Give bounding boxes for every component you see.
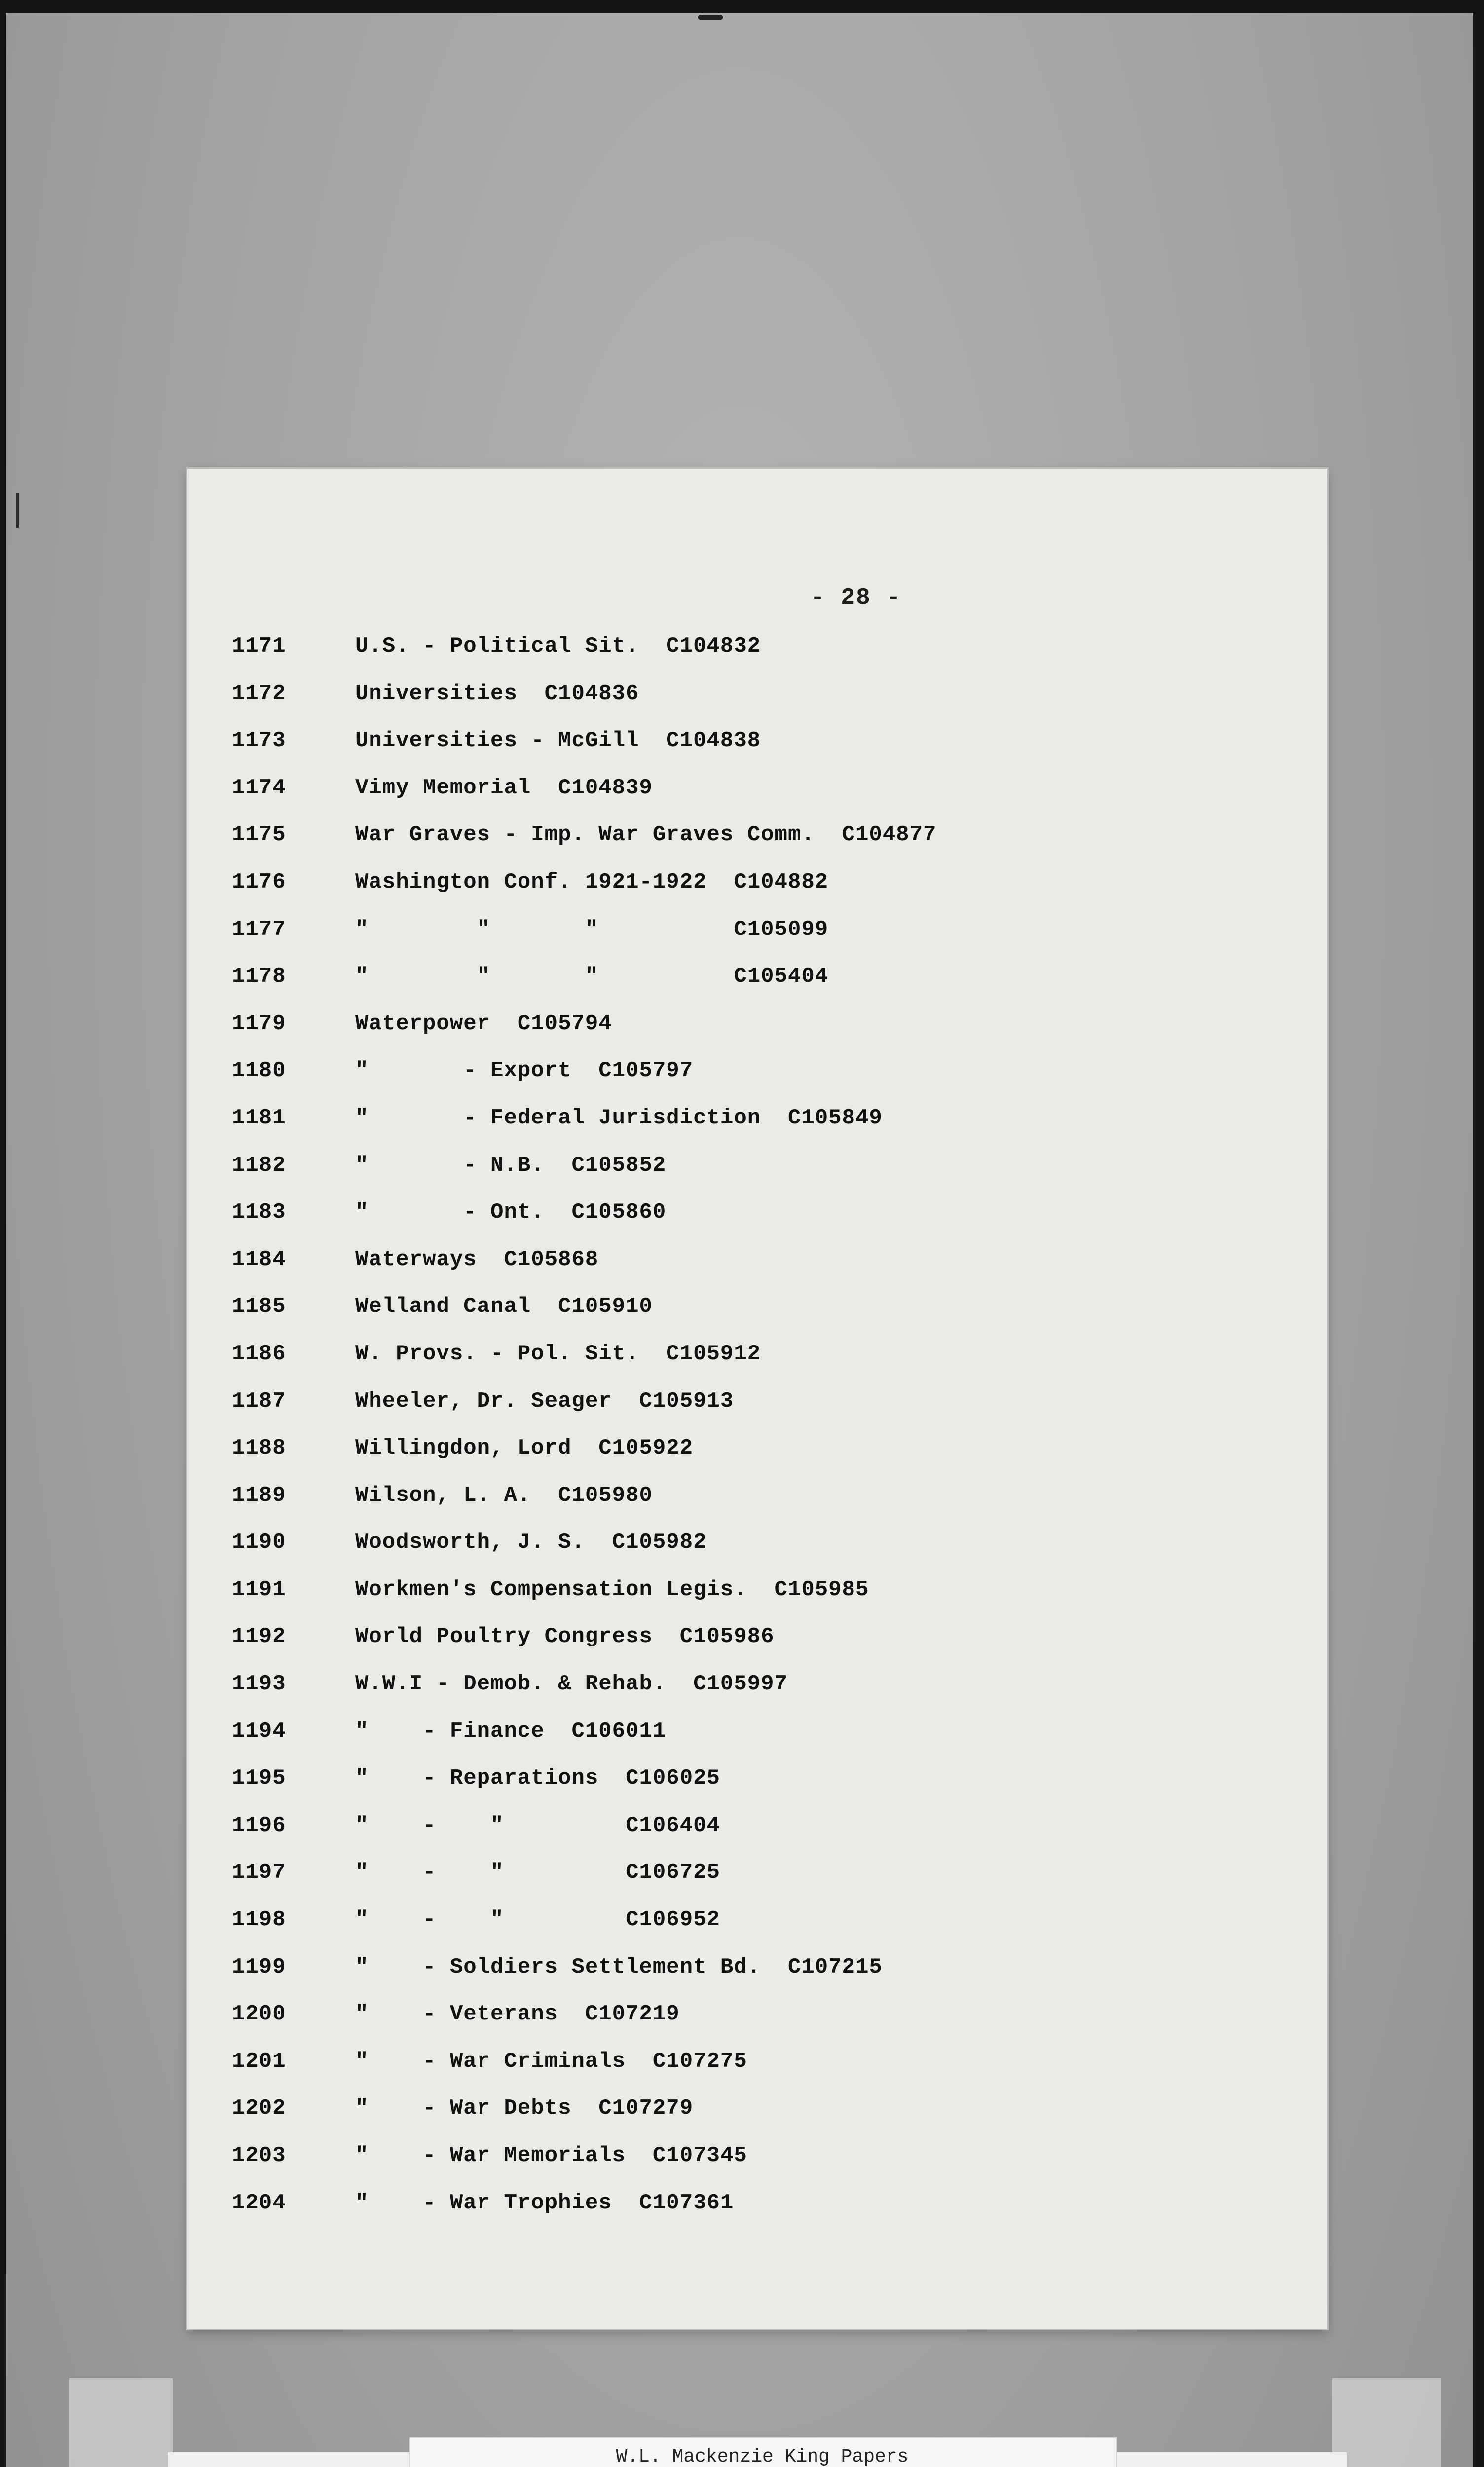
entry-number: 1197 bbox=[232, 1860, 286, 1885]
entry-number: 1192 bbox=[232, 1624, 286, 1649]
entry-number: 1185 bbox=[232, 1294, 286, 1319]
film-mark-left bbox=[16, 493, 19, 528]
entry-row bbox=[232, 917, 1288, 965]
entry-number: 1196 bbox=[232, 1813, 286, 1838]
entry-row bbox=[232, 870, 1288, 917]
entry-row bbox=[232, 2096, 1288, 2143]
entry-number: 1184 bbox=[232, 1247, 286, 1272]
entry-row bbox=[232, 2191, 1288, 2238]
entry-text: Universities C104836 bbox=[355, 681, 639, 706]
entry-row bbox=[232, 1389, 1288, 1436]
entry-row bbox=[232, 1200, 1288, 1247]
entry-text: " - War Memorials C107345 bbox=[355, 2143, 747, 2168]
entry-text: World Poultry Congress C105986 bbox=[355, 1624, 775, 1649]
entry-text: Washington Conf. 1921-1922 C104882 bbox=[355, 869, 829, 895]
entry-row bbox=[232, 1860, 1288, 1907]
entry-row bbox=[232, 1247, 1288, 1295]
entry-text: Willingdon, Lord C105922 bbox=[355, 1436, 694, 1461]
entry-row bbox=[232, 2049, 1288, 2096]
entry-text: " - Ont. C105860 bbox=[355, 1200, 667, 1225]
entry-row bbox=[232, 964, 1288, 1011]
entry-row bbox=[232, 1436, 1288, 1483]
entry-text: " - War Debts C107279 bbox=[355, 2096, 694, 2121]
entry-row bbox=[232, 1719, 1288, 1766]
entry-row bbox=[232, 728, 1288, 776]
tape-strip-right bbox=[1332, 2378, 1441, 2467]
entry-number: 1195 bbox=[232, 1766, 286, 1791]
entry-text: " - Soldiers Settlement Bd. C107215 bbox=[355, 1954, 883, 1980]
entry-text: Universities - McGill C104838 bbox=[355, 728, 761, 753]
entry-number: 1200 bbox=[232, 2002, 286, 2027]
entry-row bbox=[232, 1106, 1288, 1153]
entry-text: Woodsworth, J. S. C105982 bbox=[355, 1530, 707, 1555]
entry-text: " " " C105099 bbox=[355, 917, 829, 942]
entry-row bbox=[232, 1955, 1288, 2002]
entry-row bbox=[232, 1011, 1288, 1059]
entry-row bbox=[232, 1153, 1288, 1200]
entry-row bbox=[232, 1577, 1288, 1625]
entry-number: 1180 bbox=[232, 1058, 286, 1084]
entry-number: 1182 bbox=[232, 1153, 286, 1178]
entry-text: Workmen's Compensation Legis. C105985 bbox=[355, 1577, 869, 1602]
entry-number: 1181 bbox=[232, 1105, 286, 1130]
entry-text: W. Provs. - Pol. Sit. C105912 bbox=[355, 1341, 761, 1366]
entry-text: " - Export C105797 bbox=[355, 1058, 694, 1084]
entry-number: 1199 bbox=[232, 1954, 286, 1980]
entry-text: " " " C105404 bbox=[355, 964, 829, 989]
entry-text: Wilson, L. A. C105980 bbox=[355, 1483, 653, 1508]
entry-number: 1177 bbox=[232, 917, 286, 942]
entry-text: " - Federal Jurisdiction C105849 bbox=[355, 1105, 883, 1130]
tape-strip-left bbox=[69, 2378, 173, 2467]
entry-number: 1179 bbox=[232, 1011, 286, 1036]
entry-text: " - " C106404 bbox=[355, 1813, 720, 1838]
series-title: W.L. Mackenzie King Papers bbox=[616, 2446, 909, 2467]
entry-row bbox=[232, 1766, 1288, 1813]
entry-text: " - Veterans C107219 bbox=[355, 2002, 680, 2027]
entry-row bbox=[232, 681, 1288, 729]
entry-number: 1198 bbox=[232, 1907, 286, 1933]
entry-row bbox=[232, 1624, 1288, 1672]
entry-text: " - Reparations C106025 bbox=[355, 1766, 720, 1791]
entry-text: " - War Trophies C107361 bbox=[355, 2190, 734, 2215]
entry-row bbox=[232, 1058, 1288, 1106]
entry-row bbox=[232, 2143, 1288, 2191]
entry-text: U.S. - Political Sit. C104832 bbox=[355, 634, 761, 659]
entry-row bbox=[232, 1342, 1288, 1389]
entry-row bbox=[232, 1813, 1288, 1861]
entry-number: 1202 bbox=[232, 2096, 286, 2121]
entry-number: 1178 bbox=[232, 964, 286, 989]
entry-number: 1173 bbox=[232, 728, 286, 753]
entry-number: 1183 bbox=[232, 1200, 286, 1225]
entry-row bbox=[232, 1294, 1288, 1342]
entry-row bbox=[232, 1672, 1288, 1719]
entry-text: Vimy Memorial C104839 bbox=[355, 775, 653, 800]
entry-row bbox=[232, 1530, 1288, 1577]
entry-number: 1201 bbox=[232, 2049, 286, 2074]
entry-number: 1203 bbox=[232, 2143, 286, 2168]
entry-number: 1176 bbox=[232, 869, 286, 895]
entry-number: 1188 bbox=[232, 1436, 286, 1461]
entry-row bbox=[232, 1907, 1288, 1955]
entry-number: 1171 bbox=[232, 634, 286, 659]
entry-number: 1172 bbox=[232, 681, 286, 706]
entry-number: 1204 bbox=[232, 2190, 286, 2215]
entry-text: War Graves - Imp. War Graves Comm. C104877 bbox=[355, 822, 937, 848]
entry-text: Wheeler, Dr. Seager C105913 bbox=[355, 1388, 734, 1414]
entry-text: " - Finance C106011 bbox=[355, 1719, 667, 1744]
entry-row bbox=[232, 822, 1288, 870]
entry-number: 1191 bbox=[232, 1577, 286, 1602]
entry-text: Waterways C105868 bbox=[355, 1247, 599, 1272]
entry-number: 1187 bbox=[232, 1388, 286, 1414]
entry-row bbox=[232, 1483, 1288, 1531]
entry-number: 1175 bbox=[232, 822, 286, 848]
entry-text: " - " C106725 bbox=[355, 1860, 720, 1885]
entry-number: 1174 bbox=[232, 775, 286, 800]
entry-text: Welland Canal C105910 bbox=[355, 1294, 653, 1319]
entry-number: 1190 bbox=[232, 1530, 286, 1555]
entry-number: 1193 bbox=[232, 1672, 286, 1697]
entry-row bbox=[232, 634, 1288, 681]
entry-text: Waterpower C105794 bbox=[355, 1011, 612, 1036]
entry-row bbox=[232, 2002, 1288, 2049]
memo-sheet bbox=[187, 469, 1327, 2329]
entry-row bbox=[232, 776, 1288, 823]
entry-text: " - N.B. C105852 bbox=[355, 1153, 667, 1178]
film-mark bbox=[698, 15, 723, 20]
entry-number: 1194 bbox=[232, 1719, 286, 1744]
entry-text: " - " C106952 bbox=[355, 1907, 720, 1933]
page-number: - 28 - bbox=[810, 585, 902, 611]
entry-text: " - War Criminals C107275 bbox=[355, 2049, 747, 2074]
entry-text: W.W.I - Demob. & Rehab. C105997 bbox=[355, 1672, 788, 1697]
entry-number: 1186 bbox=[232, 1341, 286, 1366]
entry-list bbox=[232, 634, 1288, 2238]
entry-number: 1189 bbox=[232, 1483, 286, 1508]
